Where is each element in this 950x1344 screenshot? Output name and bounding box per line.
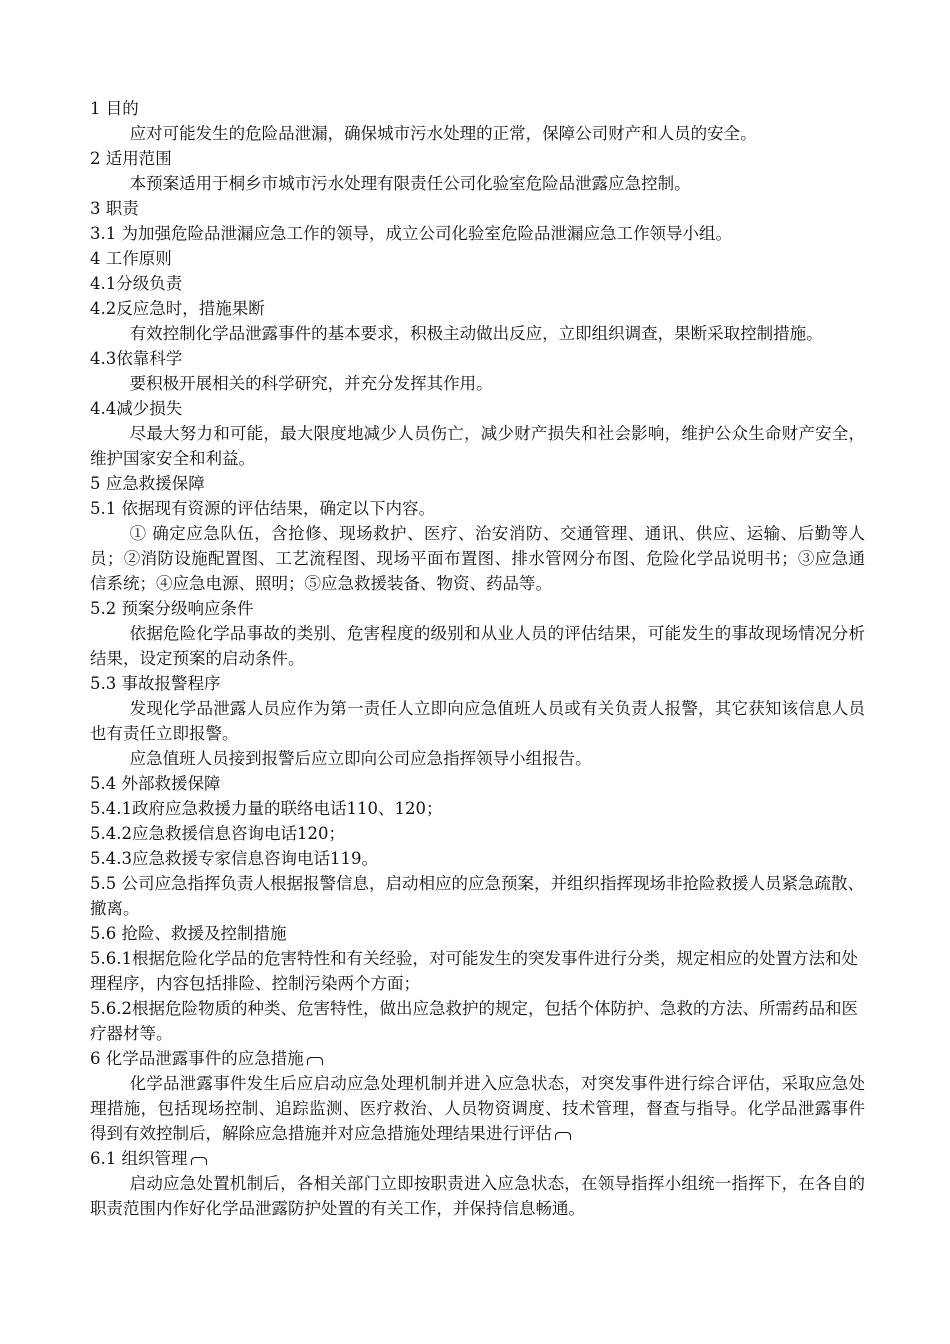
text-content: 5.4.1政府应急救援力量的联络电话110、120； — [90, 799, 443, 818]
text-content: 5.4 外部救援保障 — [90, 774, 221, 793]
paragraph — [90, 521, 865, 596]
paragraph — [90, 1071, 865, 1146]
text-content: 应急值班人员接到报警后应立即向公司应急指挥领导小组报告。 — [129, 749, 592, 768]
section-heading — [90, 1046, 865, 1071]
section-heading — [90, 221, 865, 246]
paragraph — [90, 371, 865, 396]
revision-mark-icon — [191, 1157, 207, 1165]
text-content: 4.4减少损失 — [90, 399, 183, 418]
text-content: 5.1 依据现有资源的评估结果，确定以下内容。 — [90, 499, 435, 518]
paragraph — [90, 746, 865, 771]
text-content: 化学品泄露事件发生后应启动应急处理机制并进入应急状态，对突发事件进行综合评估，采取应急处理措施，包括现场控制、追踪监测、医疗救治、人员物资调度、技术管理，督查与指导。化学品泄露事件得到有效控制后，解除应急措施并对应急措施处理结果进行评估 — [90, 1074, 865, 1143]
text-content: 本预案适用于桐乡市城市污水处理有限责任公司化验室危险品泄露应急控制。 — [129, 174, 691, 193]
section-heading — [90, 846, 865, 871]
paragraph — [90, 421, 865, 471]
paragraph — [90, 696, 865, 746]
section-heading — [90, 96, 865, 121]
text-content: 有效控制化学品泄露事件的基本要求，积极主动做出反应，立即组织调查，果断采取控制措施。 — [129, 324, 823, 343]
text-content: 5.6.2根据危险物质的种类、危害特性，做出应急救护的规定，包括个体防护、急救的方法、所需药品和医疗器材等。 — [90, 999, 858, 1043]
text-content: 4.2反应急时，措施果断 — [90, 299, 265, 318]
text-content: 5 应急救援保障 — [90, 474, 205, 493]
section-heading — [90, 596, 865, 621]
section-heading — [90, 671, 865, 696]
text-content: 4 工作原则 — [90, 249, 172, 268]
text-content: 3.1 为加强危险品泄漏应急工作的领导，成立公司化验室危险品泄漏应急工作领导小组。 — [90, 224, 732, 243]
section-heading — [90, 396, 865, 421]
text-content: 5.3 事故报警程序 — [90, 674, 221, 693]
section-heading — [90, 1146, 865, 1171]
section-heading — [90, 996, 865, 1046]
paragraph — [90, 171, 865, 196]
section-heading — [90, 246, 865, 271]
text-content: 尽最大努力和可能，最大限度地减少人员伤亡，减少财产损失和社会影响，维护公众生命财产安全，维护国家安全和利益。 — [90, 424, 865, 468]
section-heading — [90, 146, 865, 171]
text-content: 5.2 预案分级响应条件 — [90, 599, 254, 618]
document-body — [90, 96, 865, 1221]
section-heading — [90, 296, 865, 321]
text-content: 要积极开展相关的科学研究，并充分发挥其作用。 — [129, 374, 493, 393]
section-heading — [90, 796, 865, 821]
text-content: 3 职责 — [90, 199, 139, 218]
section-heading — [90, 271, 865, 296]
text-content: 2 适用范围 — [90, 149, 172, 168]
section-heading — [90, 871, 865, 921]
paragraph — [90, 121, 865, 146]
section-heading — [90, 346, 865, 371]
text-content: 5.5 公司应急指挥负责人根据报警信息，启动相应的应急预案，并组织指挥现场非抢险救援人员紧急疏散、撤离。 — [90, 874, 864, 918]
text-content: 5.6.1根据危险化学品的危害特性和有关经验，对可能发生的突发事件进行分类，规定相应的处置方法和处理程序，内容包括排险、控制污染两个方面； — [90, 949, 858, 993]
section-heading — [90, 496, 865, 521]
text-content: 4.1分级负责 — [90, 274, 183, 293]
section-heading — [90, 771, 865, 796]
section-heading — [90, 821, 865, 846]
text-content: 5.6 抢险、救援及控制措施 — [90, 924, 287, 943]
text-content: 6.1 组织管理 — [90, 1149, 188, 1168]
text-content: 5.4.2应急救援信息咨询电话120； — [90, 824, 345, 843]
revision-mark-icon — [307, 1057, 323, 1065]
text-content: 启动应急处置机制后，各相关部门立即按职责进入应急状态，在领导指挥小组统一指挥下，在各自的职责范围内作好化学品泄露防护处置的有关工作，并保持信息畅通。 — [90, 1174, 865, 1218]
section-heading — [90, 471, 865, 496]
paragraph — [90, 1171, 865, 1221]
text-content: ① 确定应急队伍，含抢修、现场救护、医疗、治安消防、交通管理、通讯、供应、运输、后勤等人员；②消防设施配置图、工艺流程图、现场平面布置图、排水管网分布图、危险化学品说明书；③应急通信系统；④应急电源、照明；⑤应急救援装备、物资、药品等。 — [90, 524, 865, 593]
section-heading — [90, 946, 865, 996]
text-content: 4.3依靠科学 — [90, 349, 183, 368]
text-content: 5.4.3应急救援专家信息咨询电话119。 — [90, 849, 378, 868]
text-content: 应对可能发生的危险品泄漏，确保城市污水处理的正常，保障公司财产和人员的安全。 — [129, 124, 757, 143]
paragraph — [90, 321, 865, 346]
text-content: 发现化学品泄露人员应作为第一责任人立即向应急值班人员或有关负责人报警，其它获知该信息人员也有责任立即报警。 — [90, 699, 865, 743]
text-content: 6 化学品泄露事件的应急措施 — [90, 1049, 304, 1068]
section-heading — [90, 196, 865, 221]
revision-mark-icon — [555, 1132, 571, 1140]
text-content: 依据危险化学品事故的类别、危害程度的级别和从业人员的评估结果，可能发生的事故现场情况分析结果，设定预案的启动条件。 — [90, 624, 865, 668]
section-heading — [90, 921, 865, 946]
paragraph — [90, 621, 865, 671]
text-content: 1 目的 — [90, 99, 139, 118]
